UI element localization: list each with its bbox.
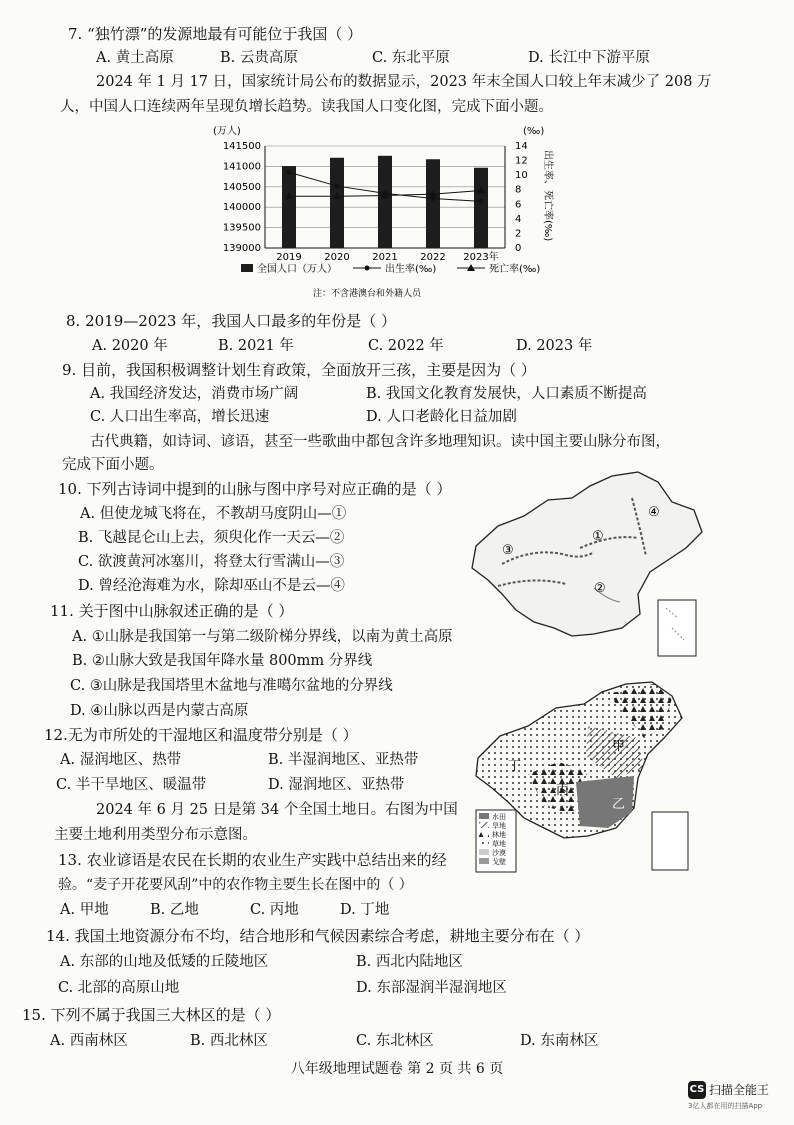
south-sea-inset-2 bbox=[652, 812, 688, 870]
y-right-tick: 8 bbox=[515, 184, 522, 196]
q7-option-a: A. 黄土高原 bbox=[96, 50, 174, 66]
x-tick: 2023年 bbox=[463, 252, 499, 263]
map2-region-jia: 甲 bbox=[612, 739, 626, 754]
q7-option-b: B. 云贵高原 bbox=[220, 50, 298, 66]
map2-region-ding: 丁 bbox=[508, 759, 522, 774]
x-tick: 2022 bbox=[420, 252, 446, 263]
map1-label-2: ② bbox=[594, 581, 606, 596]
birth-rate-point bbox=[335, 184, 340, 189]
y-left-tick: 139000 bbox=[222, 243, 261, 254]
y-right-tick: 4 bbox=[515, 213, 522, 225]
south-sea-inset bbox=[658, 600, 696, 656]
q7-option-c: C. 东北平原 bbox=[372, 50, 450, 66]
y-left-tick: 140000 bbox=[222, 202, 261, 214]
legend-gobi: 戈壁 bbox=[492, 858, 506, 866]
bar-2021 bbox=[378, 156, 392, 248]
q7-stem: 7. “独竹漂”的发源地最有可能位于我国（ ） bbox=[68, 25, 363, 43]
y-left-tick: 141000 bbox=[222, 161, 261, 173]
bar-2020 bbox=[330, 158, 344, 248]
y-left-ticks bbox=[223, 141, 261, 254]
q12-option-c: C. 半干旱地区、暖温带 bbox=[56, 777, 207, 793]
q10-option-a: A. 但使龙城飞将在，不教胡马度阴山—① bbox=[80, 506, 347, 522]
birth-rate-point bbox=[479, 199, 484, 204]
legend-population: 全国人口（万人） bbox=[257, 264, 337, 275]
legend-desert: 沙漠 bbox=[492, 849, 506, 857]
scanner-watermark bbox=[688, 1079, 770, 1110]
q13-option-c: C. 丙地 bbox=[250, 902, 299, 918]
q12-option-b: B. 半湿润地区、亚热带 bbox=[268, 752, 419, 768]
y-right-tick: 0 bbox=[515, 243, 522, 254]
q10-stem: 10. 下列古诗词中提到的山脉与图中序号对应正确的是（ ） bbox=[58, 480, 452, 498]
q13-option-d: D. 丁地 bbox=[340, 902, 390, 918]
mountain-intro-line1: 古代典籍，如诗词、谚语，甚至一些歌曲中都包含许多地理知识。读中国主要山脉分布图， bbox=[90, 434, 670, 450]
q8-option-a: A. 2020 年 bbox=[92, 338, 168, 354]
q8-option-c: C. 2022 年 bbox=[368, 338, 444, 354]
population-intro-line2: 人，中国人口连续两年呈现负增长趋势。读我国人口变化图，完成下面小题。 bbox=[60, 99, 553, 115]
q12-stem: 12.无为市所处的干湿地区和温度带分别是（ ） bbox=[44, 726, 358, 744]
q10-option-b: B. 飞越昆仑山上去，须臾化作一天云—② bbox=[78, 530, 345, 546]
y-right-tick: 6 bbox=[515, 199, 522, 211]
q15-option-a: A. 西南林区 bbox=[50, 1033, 128, 1049]
map1-label-3: ③ bbox=[502, 543, 514, 558]
x-tick: 2020 bbox=[324, 252, 350, 263]
q8-stem: 8. 2019—2023 年，我国人口最多的年份是（ ） bbox=[66, 312, 396, 330]
x-tick: 2019 bbox=[276, 252, 302, 263]
y-left-label: (万人) bbox=[213, 126, 241, 137]
q15-option-c: C. 东北林区 bbox=[356, 1033, 434, 1049]
q11-option-c: C. ③山脉是我国塔里木盆地与准噶尔盆地的分界线 bbox=[70, 678, 393, 694]
page-footer: 八年级地理试题卷 第 2 页 共 6 页 bbox=[290, 1061, 504, 1077]
legend-forest: 林地 bbox=[492, 831, 506, 839]
land-intro-line2: 主要土地利用类型分布示意图。 bbox=[54, 827, 257, 843]
legend bbox=[241, 262, 540, 275]
bar-2022 bbox=[426, 159, 440, 248]
x-ticks bbox=[276, 250, 498, 263]
q13-stem-line1: 13. 农业谚语是农民在长期的农业生产实践中总结出来的经 bbox=[58, 851, 447, 869]
q15-option-d: D. 东南林区 bbox=[520, 1033, 599, 1049]
q14-option-d: D. 东部湿润半湿润地区 bbox=[356, 980, 507, 996]
q14-option-b: B. 西北内陆地区 bbox=[356, 954, 463, 970]
q11-option-b: B. ②山脉大致是我国年降水量 800mm 分界线 bbox=[72, 653, 373, 669]
q14-stem: 14. 我国土地资源分布不均，结合地形和气候因素综合考虑，耕地主要分布在（ ） bbox=[46, 927, 590, 945]
legend-death-rate: 死亡率(‰) bbox=[489, 264, 541, 275]
birth-rate-point bbox=[287, 170, 292, 175]
q14-option-a: A. 东部的山地及低矮的丘陵地区 bbox=[60, 954, 269, 970]
map2-region-yi: 乙 bbox=[612, 797, 626, 812]
q7-option-d: D. 长江中下游平原 bbox=[528, 50, 650, 66]
y-left-tick: 141500 bbox=[222, 141, 261, 152]
q11-stem: 11. 关于图中山脉叙述正确的是（ ） bbox=[50, 602, 294, 620]
q9-option-b: B. 我国文化教育发展快，人口素质不断提高 bbox=[366, 386, 647, 402]
legend-dryland: 旱地 bbox=[492, 822, 506, 830]
q15-stem: 15. 下列不属于我国三大林区的是（ ） bbox=[22, 1006, 281, 1024]
q10-option-c: C. 欲渡黄河冰塞川，将登太行雪满山—③ bbox=[78, 554, 345, 570]
q8-option-b: B. 2021 年 bbox=[218, 338, 294, 354]
legend-grassland: 草地 bbox=[492, 840, 506, 848]
q12-option-d: D. 湿润地区、亚热带 bbox=[268, 777, 405, 793]
y-right-label: (‰) bbox=[523, 126, 545, 137]
y-left-tick: 140500 bbox=[222, 181, 261, 193]
scanner-logo: CS bbox=[688, 1081, 706, 1099]
legend-birth-rate: 出生率(‰) bbox=[385, 264, 437, 275]
q9-option-d: D. 人口老龄化日益加剧 bbox=[366, 409, 517, 425]
x-tick: 2021 bbox=[372, 252, 398, 263]
q14-option-c: C. 北部的高原山地 bbox=[58, 980, 180, 996]
y-right-tick: 2 bbox=[515, 228, 522, 240]
map1-label-1: ① bbox=[592, 529, 604, 544]
land-use-legend bbox=[476, 810, 516, 872]
land-intro-line1: 2024 年 6 月 25 日是第 34 个全国土地日。右图为中国 bbox=[96, 802, 458, 818]
y-right-tick: 10 bbox=[515, 170, 528, 182]
y-right-tick: 12 bbox=[515, 155, 528, 167]
bar-2023年 bbox=[474, 168, 488, 248]
y-right-tick: 14 bbox=[515, 141, 528, 152]
q8-option-d: D. 2023 年 bbox=[516, 338, 593, 354]
q9-option-c: C. 人口出生率高，增长迅速 bbox=[90, 409, 270, 425]
q13-option-a: A. 甲地 bbox=[60, 902, 109, 918]
bars bbox=[282, 156, 488, 248]
y-left-tick: 139500 bbox=[222, 222, 261, 234]
population-intro-line1: 2024 年 1 月 17 日，国家统计局公布的数据显示，2023 年末全国人口较上年末减少了 208 万 bbox=[96, 74, 712, 90]
q15-option-b: B. 西北林区 bbox=[190, 1033, 268, 1049]
y-right-ticks bbox=[515, 141, 528, 254]
mountain-map bbox=[462, 468, 712, 666]
scanner-name: 扫描全能王 bbox=[709, 1083, 770, 1097]
q13-stem-line2: 验。“麦子开花要风刮”中的农作物主要生长在图中的（ ） bbox=[58, 877, 413, 893]
q9-stem: 9. 目前，我国积极调整计划生育政策，全面放开三孩，主要是因为（ ） bbox=[62, 361, 536, 379]
mountain-intro-line2: 完成下面小题。 bbox=[62, 457, 164, 473]
land-use-map bbox=[468, 678, 696, 876]
population-chart bbox=[205, 122, 555, 304]
q13-option-b: B. 乙地 bbox=[150, 902, 199, 918]
q11-option-a: A. ①山脉是我国第一与第二级阶梯分界线，以南为黄土高原 bbox=[72, 629, 453, 645]
q12-option-a: A. 湿润地区、热带 bbox=[60, 752, 182, 768]
bar-2019 bbox=[282, 166, 296, 248]
q11-option-d: D. ④山脉以西是内蒙古高原 bbox=[70, 703, 249, 719]
map2-region-bing: 丙 bbox=[556, 783, 570, 798]
scanner-tagline: 3亿人都在用的扫描App bbox=[688, 1102, 763, 1110]
legend-paddy: 水田 bbox=[492, 813, 506, 821]
y-right-side-label: 出生率、死亡率(‰) bbox=[542, 150, 553, 242]
q10-option-d: D. 曾经沧海难为水，除却巫山不是云—④ bbox=[78, 578, 345, 594]
map1-label-4: ④ bbox=[648, 505, 660, 520]
chart-note: 注：不含港澳台和外籍人员 bbox=[313, 289, 422, 299]
q9-option-a: A. 我国经济发达，消费市场广阔 bbox=[90, 386, 299, 402]
